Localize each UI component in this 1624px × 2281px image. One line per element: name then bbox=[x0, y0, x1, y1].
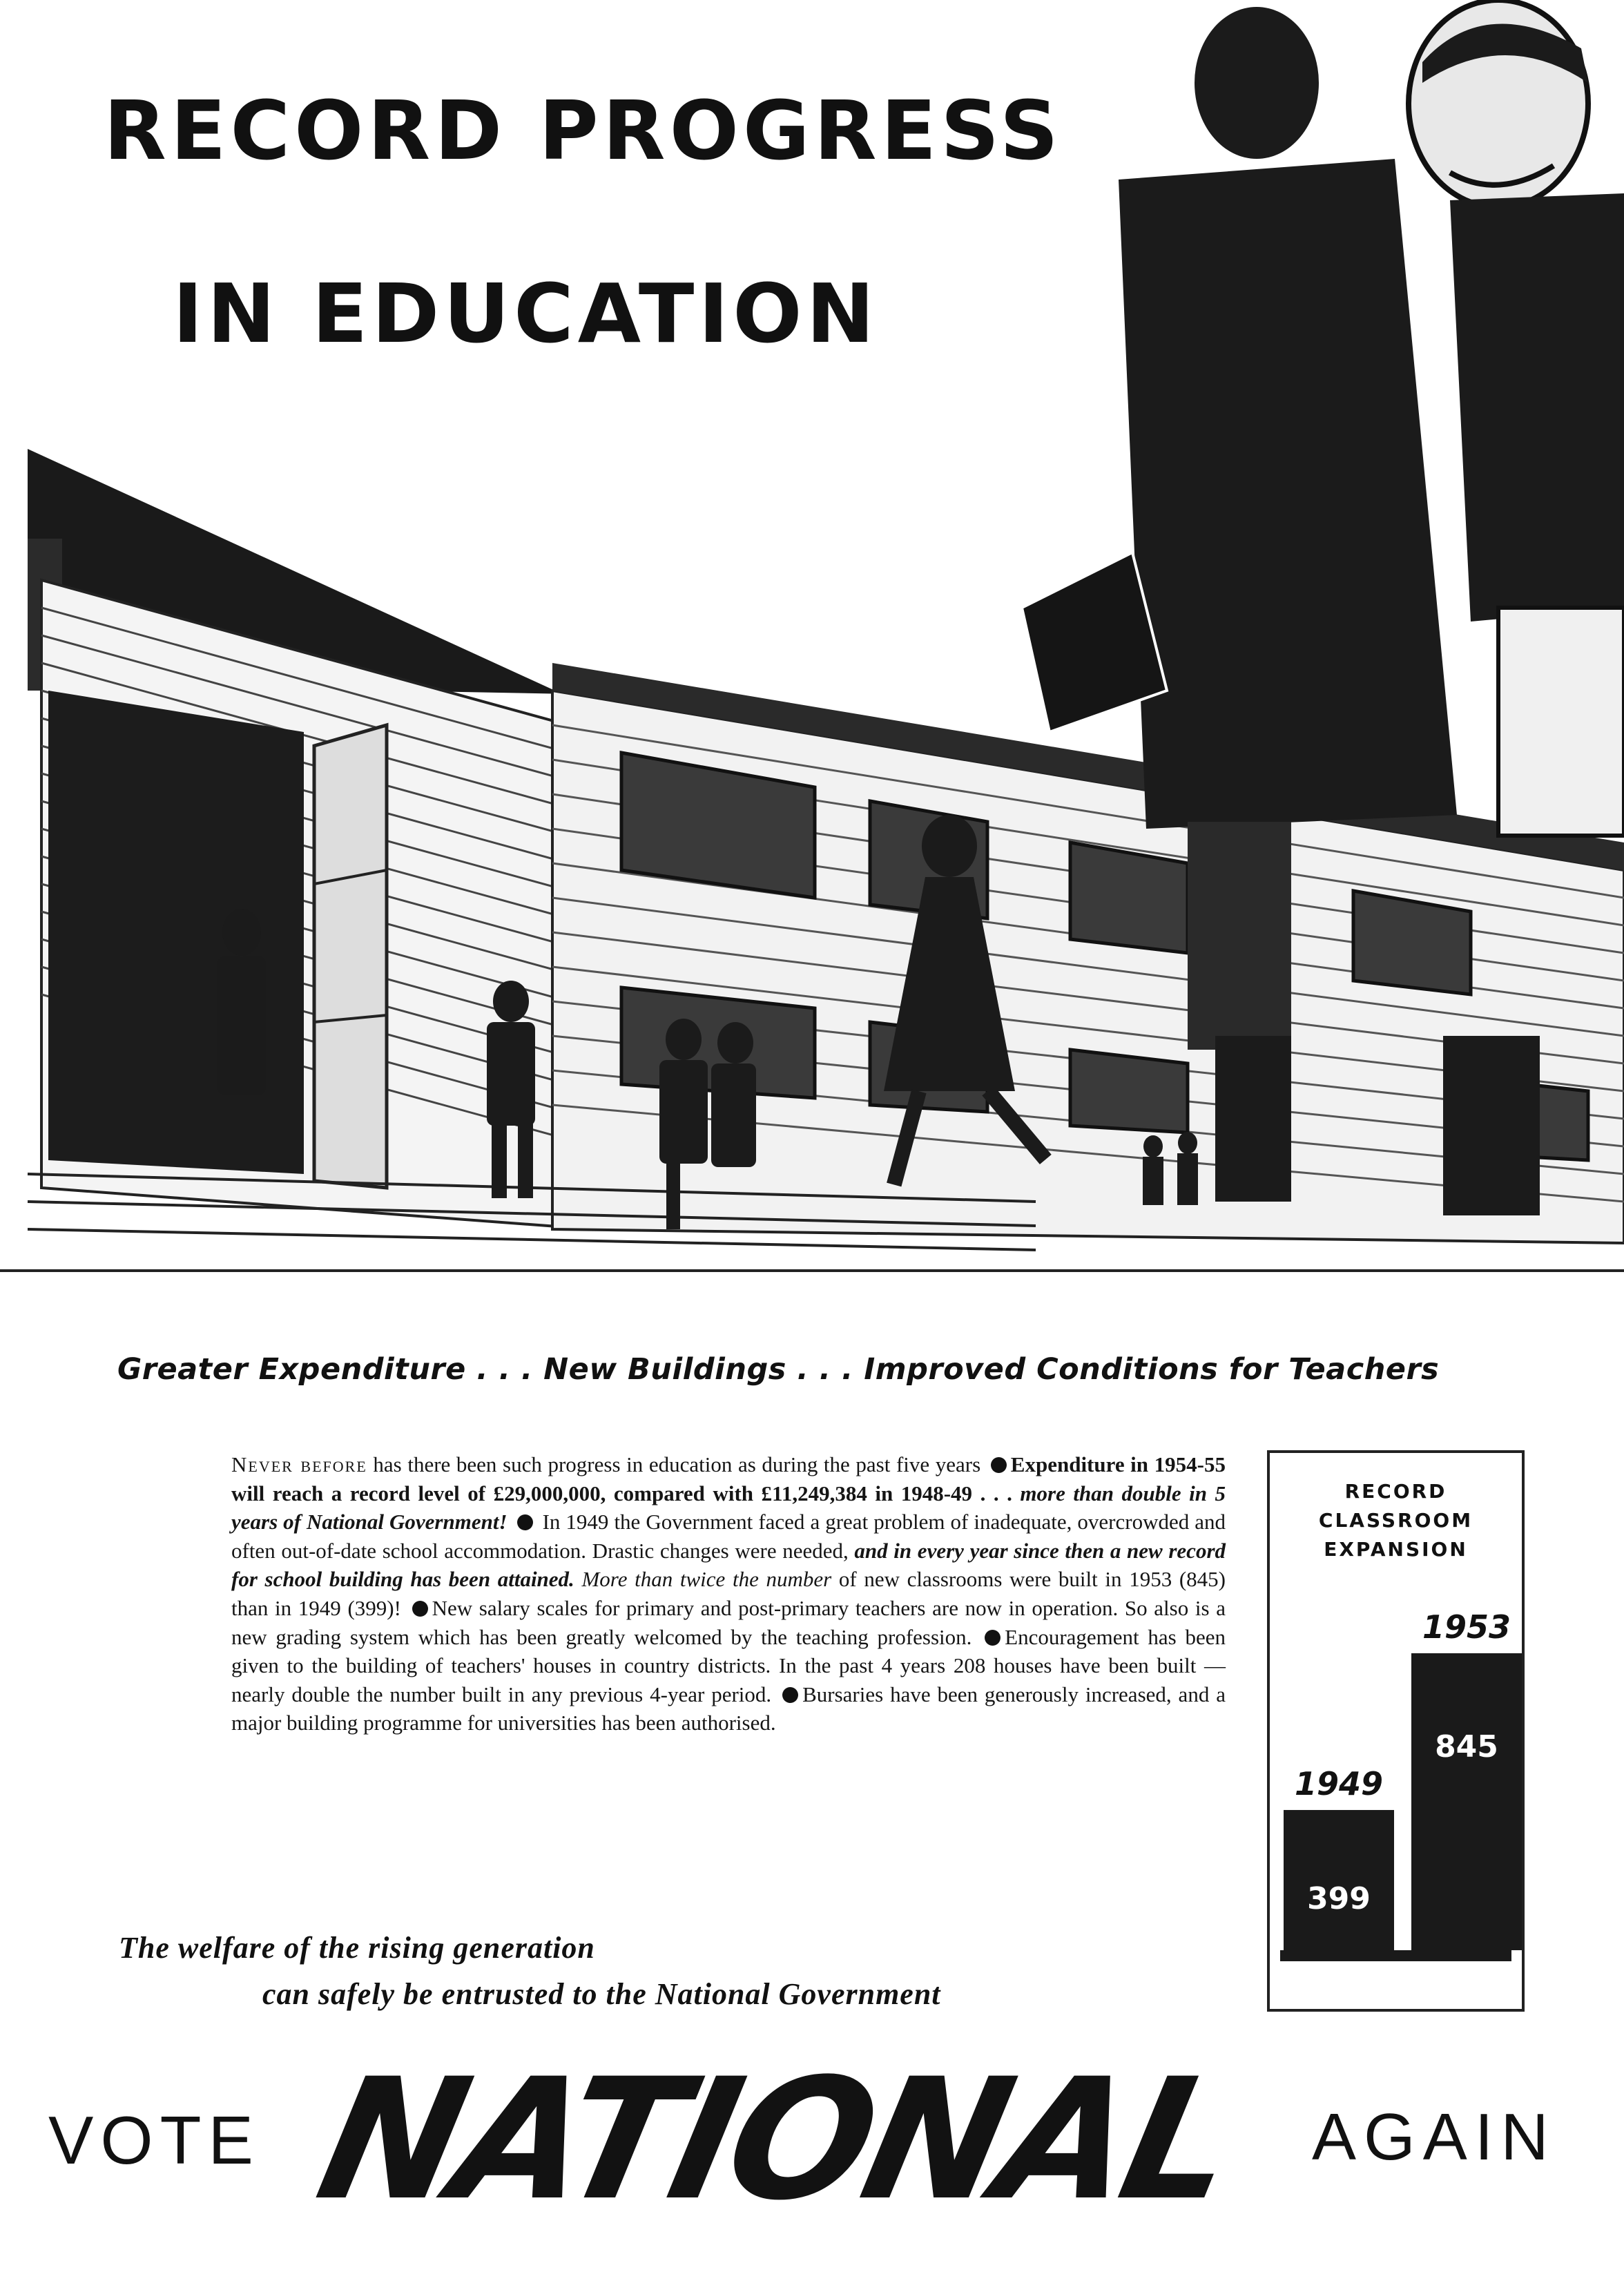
again-word: AGAIN bbox=[1312, 2100, 1556, 2174]
body-lead-caps: Never before bbox=[231, 1452, 367, 1476]
headline-line-1: RECORD PROGRESS bbox=[104, 83, 1063, 178]
body-classrooms: of new classrooms were built in 1953 (845) than in 1949 (399)! bbox=[231, 1567, 1226, 1620]
chart-title-line: RECORD bbox=[1344, 1480, 1447, 1503]
bullet-icon bbox=[517, 1514, 533, 1530]
headline-line-2: IN EDUCATION bbox=[173, 266, 879, 361]
chart-title-line: EXPANSION bbox=[1324, 1538, 1468, 1561]
body-expenditure: Expenditure in 1954-55 will reach a record level of £29,000,000, compared with £11,249,384 in 1948-49 . . . bbox=[231, 1452, 1226, 1505]
chart-title-line: CLASSROOM bbox=[1318, 1509, 1473, 1532]
category-label-1949: 1949 bbox=[1294, 1764, 1384, 1802]
value-label-1953: 845 bbox=[1435, 1729, 1498, 1764]
national-logo-word: NATIONAL bbox=[304, 2043, 1248, 2237]
body-accommodation: In 1949 the Government faced a great problem of inadequate, overcrowded and often out-of-date school accommodation. Drastic changes were needed, bbox=[231, 1510, 1226, 1563]
body-sentence-1: has there been such progress in education as during the past five years bbox=[367, 1452, 987, 1476]
body-bursaries: Bursaries have been generously increased, and a major building programme for universities has been authorised. bbox=[231, 1682, 1226, 1735]
body-salary: New salary scales for primary and post-primary teachers are now in operation. So also is a new grading system which has been greatly welcomed by the teaching profession. bbox=[231, 1595, 1226, 1649]
vote-word: VOTE bbox=[48, 2102, 260, 2178]
body-houses: Encouragement has been given to the building of teachers' houses in country districts. In the past 4 years 208 houses have been built — nearly double the number built in any previous 4-year period. bbox=[231, 1624, 1226, 1706]
value-label-1949: 399 bbox=[1307, 1881, 1371, 1916]
bar-1949 bbox=[1284, 1810, 1394, 1950]
category-label-1953: 1953 bbox=[1422, 1608, 1511, 1646]
bullet-icon bbox=[991, 1457, 1007, 1473]
slogan-line-2: can safely be entrusted to the National Government bbox=[262, 1977, 941, 2011]
classroom-chart bbox=[1267, 1450, 1525, 2012]
chart-baseline bbox=[1280, 1950, 1511, 1961]
body-twice-italic: More than twice the number bbox=[574, 1567, 832, 1592]
bullet-icon bbox=[782, 1687, 798, 1703]
body-expenditure-italic: more than double in 5 years of National Government! bbox=[231, 1481, 1226, 1534]
body-copy bbox=[231, 1450, 1226, 1738]
bullet-icon bbox=[412, 1601, 428, 1617]
tagline: Greater Expenditure . . . New Buildings . . . Improved Conditions for Teachers bbox=[117, 1352, 1440, 1387]
chart-plot bbox=[1270, 1453, 1522, 2009]
bar-1953 bbox=[1411, 1653, 1522, 1950]
slogan-line-1: The welfare of the rising generation bbox=[119, 1931, 595, 1965]
body-record-italic: and in every year since then a new record for school building has been attained. bbox=[231, 1538, 1226, 1592]
bullet-icon bbox=[985, 1630, 1000, 1646]
